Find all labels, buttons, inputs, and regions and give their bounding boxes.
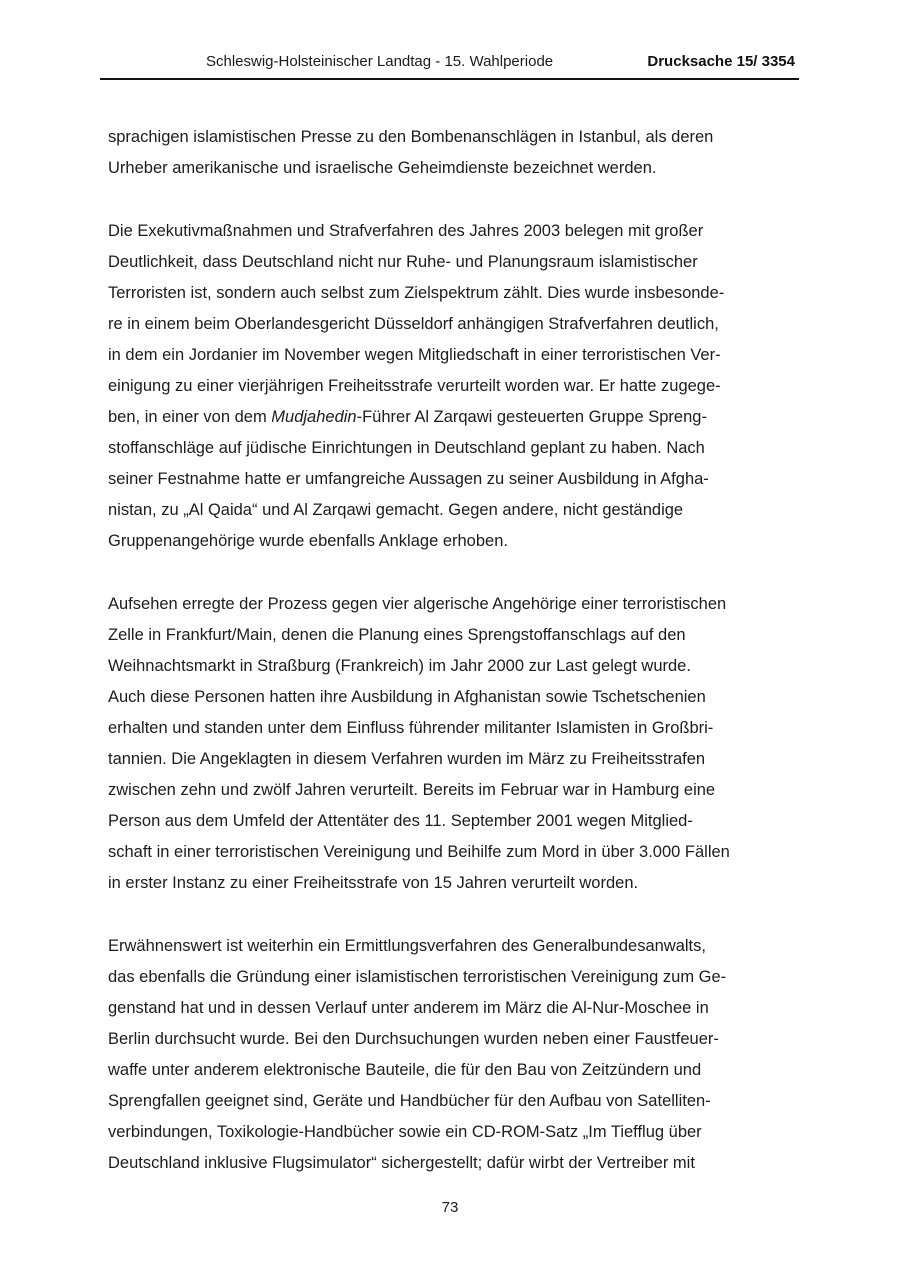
text-line: einigung zu einer vierjährigen Freiheitsstrafe verurteilt worden war. Er hatte zugege- (108, 377, 721, 395)
document-body (108, 122, 798, 1179)
text-line: Sprengfallen geeignet sind, Geräte und Handbücher für den Aufbau von Satelliten- (108, 1092, 711, 1110)
text-line: Weihnachtsmarkt in Straßburg (Frankreich) im Jahr 2000 zur Last gelegt wurde. (108, 657, 691, 675)
paragraph (108, 122, 798, 184)
text-line: Berlin durchsucht wurde. Bei den Durchsuchungen wurden neben einer Faustfeuer- (108, 1030, 719, 1048)
paragraph (108, 589, 798, 899)
text-line: genstand hat und in dessen Verlauf unter anderem im März die Al-Nur-Moschee in (108, 999, 709, 1017)
text-segment: -Führer Al Zarqawi gesteuerten Gruppe Spreng- (356, 408, 707, 426)
text-line: Gruppenangehörige wurde ebenfalls Anklage erhoben. (108, 532, 508, 550)
text-line-with-italic (108, 402, 798, 433)
italic-term: Mudjahedin (271, 408, 357, 426)
text-line: sprachigen islamistischen Presse zu den Bombenanschlägen in Istanbul, als deren (108, 128, 714, 146)
text-line: Aufsehen erregte der Prozess gegen vier algerische Angehörige einer terroristischen (108, 595, 727, 613)
paragraph-gap (108, 899, 798, 931)
text-line: in dem ein Jordanier im November wegen Mitgliedschaft in einer terroristischen Ver- (108, 346, 721, 364)
text-line: Deutlichkeit, dass Deutschland nicht nur Ruhe- und Planungsraum islamistischer (108, 253, 698, 271)
text-line: Zelle in Frankfurt/Main, denen die Planung eines Sprengstoffanschlags auf den (108, 626, 686, 644)
paragraph (108, 216, 798, 557)
page-number: 73 (441, 1199, 459, 1216)
text-line: tannien. Die Angeklagten in diesem Verfahren wurden im März zu Freiheitsstrafen (108, 750, 706, 768)
text-line: Person aus dem Umfeld der Attentäter des 11. September 2001 wegen Mitglied- (108, 812, 693, 830)
text-line: Auch diese Personen hatten ihre Ausbildung in Afghanistan sowie Tschetschenien (108, 688, 706, 706)
text-line: nistan, zu „Al Qaida“ und Al Zarqawi gemacht. Gegen andere, nicht geständige (108, 501, 684, 519)
text-line: Terroristen ist, sondern auch selbst zum Zielspektrum zählt. Dies wurde insbesonde- (108, 284, 725, 302)
document-number: Drucksache 15/ 3354 (647, 53, 795, 70)
text-line: in erster Instanz zu einer Freiheitsstrafe von 15 Jahren verurteilt worden. (108, 874, 639, 892)
paragraph-gap (108, 557, 798, 589)
paragraph-gap (108, 184, 798, 216)
text-line: zwischen zehn und zwölf Jahren verurteilt. Bereits im Februar war in Hamburg eine (108, 781, 716, 799)
text-line: waffe unter anderem elektronische Bauteile, die für den Bau von Zeitzündern und (108, 1061, 702, 1079)
text-line: Die Exekutivmaßnahmen und Strafverfahren des Jahres 2003 belegen mit großer (108, 222, 704, 240)
text-line: re in einem beim Oberlandesgericht Düsseldorf anhängigen Strafverfahren deutlich, (108, 315, 719, 333)
text-line: Urheber amerikanische und israelische Geheimdienste bezeichnet werden. (108, 159, 657, 177)
text-line: das ebenfalls die Gründung einer islamistischen terroristischen Vereinigung zum Ge- (108, 968, 727, 986)
paragraph (108, 931, 798, 1179)
page-header (100, 50, 799, 80)
text-line: schaft in einer terroristischen Vereinigung und Beihilfe zum Mord in über 3.000 Fällen (108, 843, 730, 861)
text-line: erhalten und standen unter dem Einfluss führender militanter Islamisten in Großbri- (108, 719, 714, 737)
text-line: stoffanschläge auf jüdische Einrichtungen in Deutschland geplant zu haben. Nach (108, 439, 705, 457)
text-line: verbindungen, Toxikologie-Handbücher sowie ein CD-ROM-Satz „Im Tiefflug über (108, 1123, 702, 1141)
text-line: Deutschland inklusive Flugsimulator“ sichergestellt; dafür wirbt der Vertreiber mit (108, 1154, 695, 1172)
text-segment: ben, in einer von dem (108, 408, 272, 426)
header-title: Schleswig-Holsteinischer Landtag - 15. Wahlperiode (206, 53, 554, 70)
text-line: seiner Festnahme hatte er umfangreiche Aussagen zu seiner Ausbildung in Afgha- (108, 470, 709, 488)
text-line: Erwähnenswert ist weiterhin ein Ermittlungsverfahren des Generalbundesanwalts, (108, 937, 706, 955)
